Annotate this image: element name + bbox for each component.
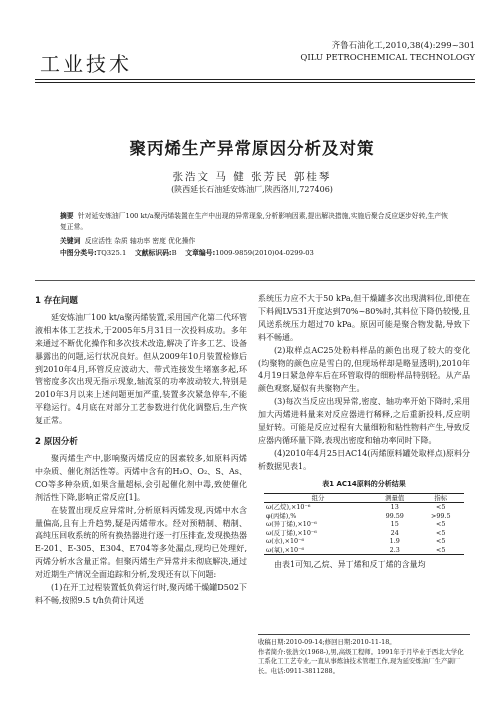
classification-line [60,248,450,259]
citation: 齐鲁石油化工,2010,38(4):299~301 [331,41,475,51]
citation-block [300,40,475,64]
section-2-paragraph-1: 聚丙烯生产中,影响聚丙烯反应的因素较多,如原料丙烯中杂质、催化剂活性等。丙烯中含有的H₂O、O₂、S、As、CO等多种杂质,如果含量超标,会引起催化剂中毒,致使催化剂活性下降,影响正常反应[1]。 [35,453,247,502]
table-cell: ω(氧),×10⁻⁶ [266,545,305,554]
abstract-separator [35,280,475,281]
keywords: 反应活性 杂质 轴功率 密度 优化操作 [84,237,196,245]
table-cell: ω(乙烷),×10⁻⁶ [266,503,311,512]
table-header-cell: 指标 [434,493,448,502]
left-column [35,293,247,608]
table-cell: <5 [436,545,446,554]
affiliation: (陕西延长石油延安炼油厂,陕西洛川,727406) [171,185,333,194]
journal-section-name: 工业技术 [40,52,132,76]
keywords-line [60,236,450,247]
keywords-label: 关键词 [60,237,81,245]
table-row [264,537,464,546]
table-cell: 24 [390,528,399,537]
journal-english-name: QILU PETROCHEMICAL TECHNOLOGY [300,53,475,63]
header-rule [35,79,475,80]
table-cell: ω(水),×10⁻⁶ [266,537,305,546]
table-header-cell: 组分 [311,493,325,502]
table-cell: <5 [436,520,446,529]
authors: 张浩文 马 健 张芳民 郭桂琴 [172,171,332,183]
section-1-paragraph: 延安炼油厂100 kt/a聚丙烯装置,采用国产化第二代环管液相本体工艺技术,于2005年5月31日一次投料成功。多年来通过不断优化操作和多次技术改造,解决了许多工艺、设备暴露出的问题,运行状况良好。但从2009年10月装置检修后到2010年4月,环管反应波动大、带式连接发生堵塞多起,环管密度多次出现无指示现象,轴流泵的功率波动较大,特别是2010年3月以来上述问题更加严重,装置多次紧急停车,不能平稳运行。4月底在对部分工艺参数进行优化调整后,生产恢复正常。 [35,312,247,426]
table-row [264,512,464,521]
table-cell: <5 [436,537,446,546]
abstract-text: 针对延安炼油厂100 kt/a聚丙烯装置在生产中出现的异常现象,分析影响因素,提出解决措施,实施后聚合反应逐步好转,生产恢复正常。 [60,212,448,231]
running-header [35,38,475,84]
header-rule-thin [35,82,475,83]
author-bio: 作者简介:张浩文(1968-),男,高级工程师。1991年于月毕业于西北大学化工系化工工艺专业,一直从事炼油技术管理工作,现为延安炼油厂生产副厂长。电话:0911-3811288。 [258,647,464,675]
table-cell: <5 [436,528,446,537]
table-cell: 15 [390,520,399,529]
article-no-value: 1009-9859(2010)04-0299-03 [215,249,314,257]
table-cell: <5 [436,503,446,512]
right-column [258,293,470,572]
right-paragraph-4: (4)2010年4月25日AC14(丙烯原料罐处取样点)原料分析数据见表1。 [258,448,470,471]
article-title: 聚丙烯生产异常原因分析及对策 [129,139,375,158]
received-date: 收稿日期:2010-09-14;修回日期:2010-11-18。 [258,638,396,646]
table-cell: 99.59 [385,511,404,520]
right-paragraph-3: (3)每次当反应出现异常,密度、轴功率开始下降时,采用加大丙烯进料量来对反应器进行稀释,之后重新投料,反应明显好转。可能是反应过程有大量细粉和粘性物料产生,导致反应器内循环量下降,表现出密度和轴功率同时下降。 [258,397,470,445]
doc-code-value: B [171,249,177,257]
abstract [60,211,450,233]
table-cell: ω(异丁烯),×10⁻⁶ [266,520,317,529]
table-cell: ω(反丁烯),×10⁻⁶ [266,528,317,537]
table-header-row [264,493,464,503]
table-cell: φ(丙烯),% [266,511,297,520]
table-cell: 1.9 [389,537,400,546]
abstract-label: 摘要 [60,212,74,220]
right-paragraph-5: 由表1可知,乙烷、异丁烯和反丁烯的含量均 [274,560,426,570]
section-2-paragraph-3: (1)在开工过程装置低负荷运行时,聚丙烯干燥罐D502下料不畅,按照9.5 t/h负荷计风送 [35,583,247,605]
right-paragraph-2: (2)取样点AC25处粉料样品的颜色出现了较大的变化(均聚物的颜色应是雪白的,但现场样却是略显透明),2010年4月19日紧急停车后在环管取得的细粉样品特别轻。从产品颜色观察,疑似有共聚物产生。 [258,345,470,394]
table-row [264,529,464,538]
table-header-cell: 测量值 [385,493,405,502]
section-1-heading: 1 存在问题 [35,296,78,306]
footnote [258,634,470,676]
clc-value: TQ325.1 [96,249,127,257]
table-cell: 13 [390,503,399,512]
table-cell: 2.3 [389,545,400,554]
section-2-heading: 2 原因分析 [35,437,78,448]
table-row [264,546,464,555]
article-no-label: 文章编号: [185,249,216,257]
table-row [264,520,464,529]
right-paragraph-1: 系统压力应不大于50 kPa,但干燥罐多次出现满料位,即使在下料阀LV531开度达到70%~80%时,其料位下降仍较慢,且风送系统压力超过70 kPa。原因可能是聚合物发黏,导致下料不畅通。 [258,294,470,342]
table-row [264,503,464,512]
clc-label: 中图分类号: [60,249,97,257]
analysis-table [264,493,464,556]
table-caption: 表1 AC14原料的分析结果 [322,479,406,488]
doc-code-label: 文献标识码: [134,249,172,257]
section-2-paragraph-2: 在装置出现反应异常时,分析原料丙烯发现,丙烯中水含量偏高,且有上升趋势,疑是丙烯带水。经对预精制、精制、高纯压回收系统的所有换热器进行逐一打压排查,发现换热器E-201、E-305、E304、E704等多处漏点,现均已处理好,丙烯分析水含量正常。但聚丙烯生产异常并未彻底解决,通过对近期生产情况全面追踪和分析,发现还有以下问题: [35,505,247,580]
table-cell: >99.5 [430,511,451,520]
